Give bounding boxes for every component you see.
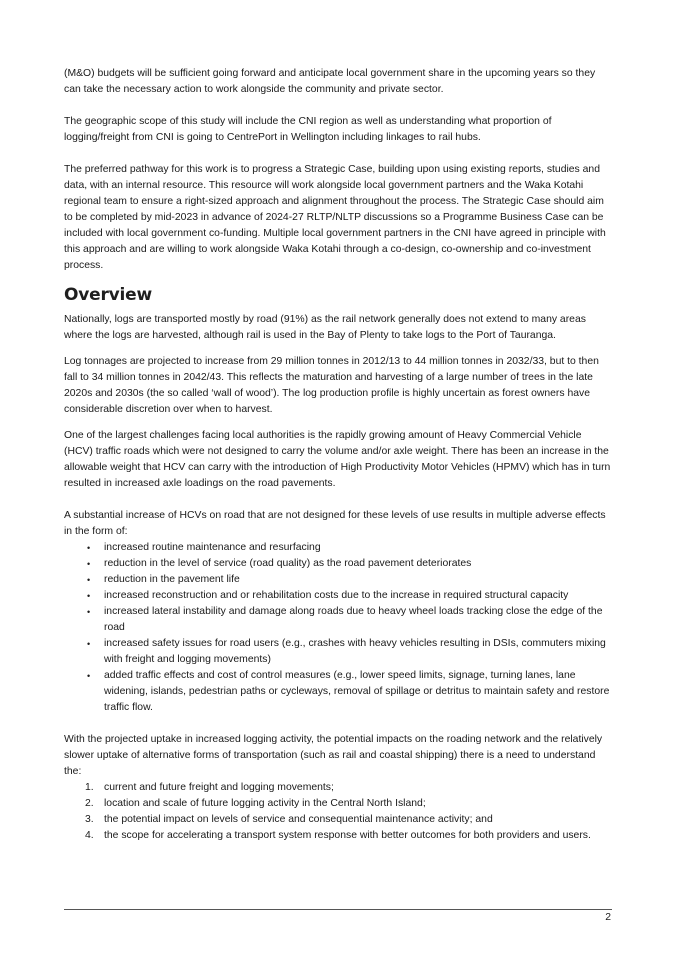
list-number: 3.	[85, 814, 94, 825]
list-item: 2. location and scale of future logging activity in the Central North Island;	[64, 796, 612, 812]
list-number: 1.	[85, 782, 94, 793]
intro-paragraph: (M&O) budgets will be sufficient going forward and anticipate local government share in the upcoming years so they can take the necessary action to work alongside the community and private sector.	[64, 68, 596, 95]
list-item: 1. current and future freight and logging movements;	[64, 780, 612, 796]
bullet-icon: •	[87, 543, 91, 553]
list-item: • added traffic effects and cost of control measures (e.g., lower speed limits, signage, turning lanes, lane widening, islands, pedestrian paths or cycleways, removal of spillage or detritus to maintain safety and restore traffic flow.	[87, 670, 610, 713]
overview-paragraph: Log tonnages are projected to increase from 29 million tonnes in 2012/13 to 44 million tonnes in 2032/33, but to then fall to 34 million tonnes in 2042/43. This reflects the maturation and harvesting of a large number of trees in the late 2020s and 2030s (the so called ‘wall of wood’). The log production profile is highly uncertain as forest owners have considerable discretion over when to harvest.	[64, 356, 599, 415]
list-item: • increased routine maintenance and resurfacing	[64, 540, 612, 556]
bullet-icon: •	[87, 559, 91, 569]
intro-paragraph: The preferred pathway for this work is to progress a Strategic Case, building upon using existing reports, studies and data, with an internal resource. This resource will work alongside local government partners and the Waka Kotahi regional team to ensure a right-sized approach and alignment throughout the process. The Strategic Case should aim to be completed by mid-2023 in advance of 2024-27 RLTP/NLTP discussions so a Programme Business Case can be included with local government co-funding. Multiple local government partners in the CNI have agreed in principle with this approach and are willing to work alongside Waka Kotahi through a co-design, co-ownership and co-investment process.	[64, 164, 606, 271]
list-item: 3. the potential impact on levels of service and consequential maintenance activity; and	[64, 812, 612, 828]
list-item: • reduction in the level of service (road quality) as the road pavement deteriorates	[64, 556, 612, 572]
section-heading-overview: Overview	[64, 285, 152, 305]
overview-paragraph: One of the largest challenges facing local authorities is the rapidly growing amount of Heavy Commercial Vehicle (HCV) traffic roads which were not designed to carry the volume and/or axle weight. There has been an increase in the allowable weight that HCV can carry with the introduction of High Productivity Motor Vehicles (HPMV) which has in turn resulted in increased axle loadings on the road pavements.	[64, 430, 611, 489]
overview-paragraph: Nationally, logs are transported mostly by road (91%) as the rail network generally does not extend to many areas where the logs are harvested, although rail is used in the Bay of Plenty to take logs to the Port of Tauranga.	[64, 314, 586, 341]
effects-bullet-list	[64, 540, 612, 716]
list-item: • increased lateral instability and damage along roads due to heavy wheel loads tracking close the edge of the road	[87, 606, 603, 633]
list-item: • increased reconstruction and or rehabilitation costs due to the increase in required structural capacity	[64, 588, 612, 604]
overview-paragraph: With the projected uptake in increased logging activity, the potential impacts on the roading network and the relatively slower uptake of alternative forms of transportation (such as rail and coastal shipping) there is a need to understand the:	[64, 734, 603, 777]
bullet-icon: •	[87, 639, 91, 649]
list-number: 2.	[85, 798, 94, 809]
list-item: • increased safety issues for road users (e.g., crashes with heavy vehicles resulting in DSIs, commuters mixing with freight and logging movements)	[87, 638, 606, 665]
list-item: 4. the scope for accelerating a transport system response with better outcomes for both providers and users.	[64, 828, 612, 844]
page-number: 2	[605, 912, 611, 923]
footer-divider	[64, 909, 612, 910]
list-number: 4.	[85, 830, 94, 841]
bullet-icon: •	[87, 591, 91, 601]
needs-numbered-list	[64, 780, 612, 844]
document-body	[64, 66, 612, 860]
bullet-icon: •	[87, 671, 91, 681]
list-item: • reduction in the pavement life	[64, 572, 612, 588]
bullet-icon: •	[87, 575, 91, 585]
overview-paragraph: A substantial increase of HCVs on road that are not designed for these levels of use results in multiple adverse effects in the form of:	[64, 510, 606, 537]
bullet-icon: •	[87, 607, 91, 617]
intro-paragraph: The geographic scope of this study will include the CNI region as well as understanding what proportion of logging/freight from CNI is going to CentrePort in Wellington including linkages to rail hubs.	[64, 116, 552, 143]
